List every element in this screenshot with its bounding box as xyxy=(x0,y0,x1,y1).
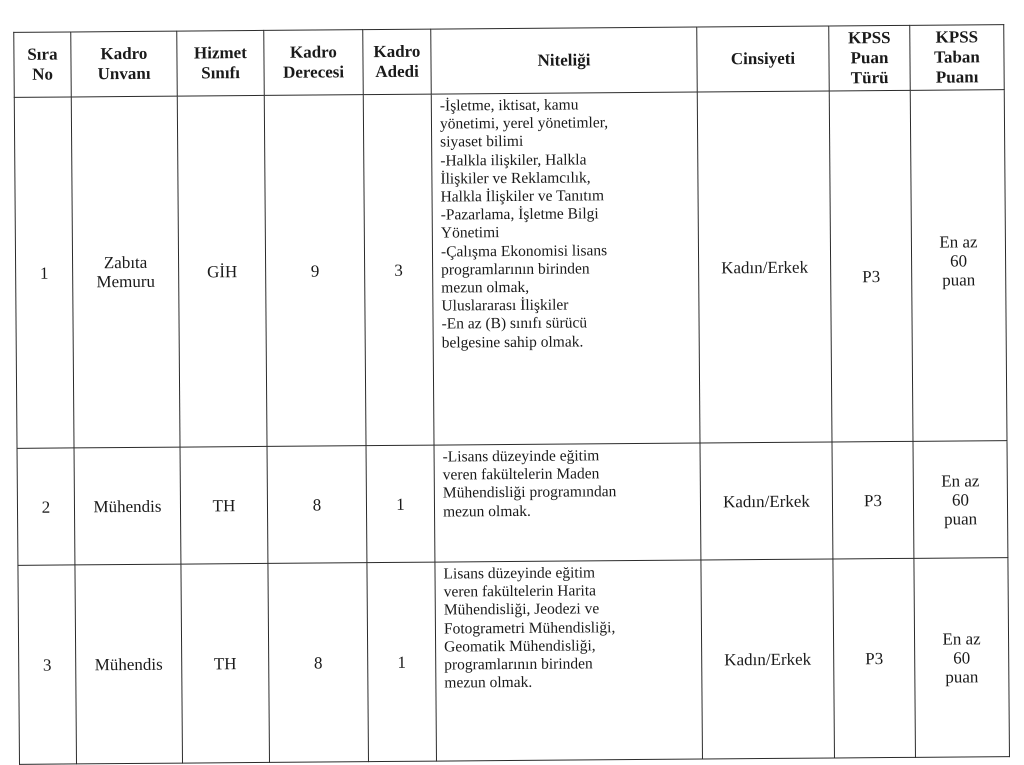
cell-kadro-derecesi: 8 xyxy=(267,446,367,564)
cell-hizmet-sinifi: TH xyxy=(181,563,270,763)
cell-niteligi: Lisans düzeyinde eğitim veren fakültelerin Harita Mühendisliği, Jeodezi ve Fotogrametri Mühendisliği, Geomatik Mühendisliği, programlarının birinden mezun olmak. xyxy=(435,560,703,761)
cell-kadro-unvani: Mühendis xyxy=(75,564,183,764)
header-niteligi: Niteliği xyxy=(431,27,698,94)
cell-hizmet-sinifi: GİH xyxy=(177,95,267,447)
header-row xyxy=(14,25,1004,98)
header-hizmet-sinifi: Hizmet Sınıfı xyxy=(177,30,265,96)
cell-cinsiyeti: Kadın/Erkek xyxy=(701,559,835,759)
cell-cinsiyeti: Kadın/Erkek xyxy=(697,91,832,443)
cell-hizmet-sinifi: TH xyxy=(180,446,268,564)
header-kpss-taban-puani: KPSS Taban Puanı xyxy=(910,25,1005,91)
cell-kpss-puan-turu: P3 xyxy=(829,90,913,442)
cell-kpss-taban-puani: En az 60 puan xyxy=(914,558,1010,758)
cell-sira-no: 1 xyxy=(14,97,74,448)
cell-kadro-derecesi: 9 xyxy=(264,95,366,447)
cell-kadro-adedi: 1 xyxy=(366,445,435,563)
cell-kpss-taban-puani: En az 60 puan xyxy=(913,441,1008,559)
header-kadro-adedi: Kadro Adedi xyxy=(363,29,432,95)
cell-niteligi: -İşletme, iktisat, kamu yönetimi, yerel yönetimler, siyaset bilimi -Halkla ilişkiler, Halkla İlişkiler ve Reklamcılık, Halkla İlişkiler ve Tanıtım -Pazarlama, İşletme Bilgi Yönetimi -Çalışma Ekonomisi lisans programlarının birinden mezun olmak, Uluslararası İlişkiler -En az (B) sınıfı sürücü belgesine sahip olmak. xyxy=(431,92,700,445)
cell-kadro-adedi: 1 xyxy=(367,562,437,762)
cell-sira-no: 3 xyxy=(18,565,77,764)
kadro-table xyxy=(13,24,1010,765)
header-kpss-puan-turu: KPSS Puan Türü xyxy=(829,25,911,91)
table-row xyxy=(14,90,1007,449)
cell-kpss-puan-turu: P3 xyxy=(833,558,916,758)
cell-niteligi: -Lisans düzeyinde eğitim veren fakültelerin Maden Mühendisliği programından mezun olmak. xyxy=(434,443,701,562)
cell-kadro-derecesi: 8 xyxy=(268,563,369,763)
table-row xyxy=(17,441,1008,566)
cell-kpss-taban-puani: En az 60 puan xyxy=(910,90,1007,442)
header-cinsiyeti: Cinsiyeti xyxy=(697,26,830,92)
cell-kpss-puan-turu: P3 xyxy=(832,441,914,559)
cell-kadro-adedi: 3 xyxy=(363,94,434,446)
cell-sira-no: 2 xyxy=(17,448,75,565)
header-kadro-unvani: Kadro Unvanı xyxy=(71,31,178,97)
cell-kadro-unvani: Mühendis xyxy=(74,447,181,565)
cell-kadro-unvani: Zabıta Memuru xyxy=(71,96,180,448)
cell-cinsiyeti: Kadın/Erkek xyxy=(700,442,833,560)
header-sira-no: Sıra No xyxy=(14,32,72,97)
table-row xyxy=(18,558,1010,765)
header-kadro-derecesi: Kadro Derecesi xyxy=(264,30,364,96)
